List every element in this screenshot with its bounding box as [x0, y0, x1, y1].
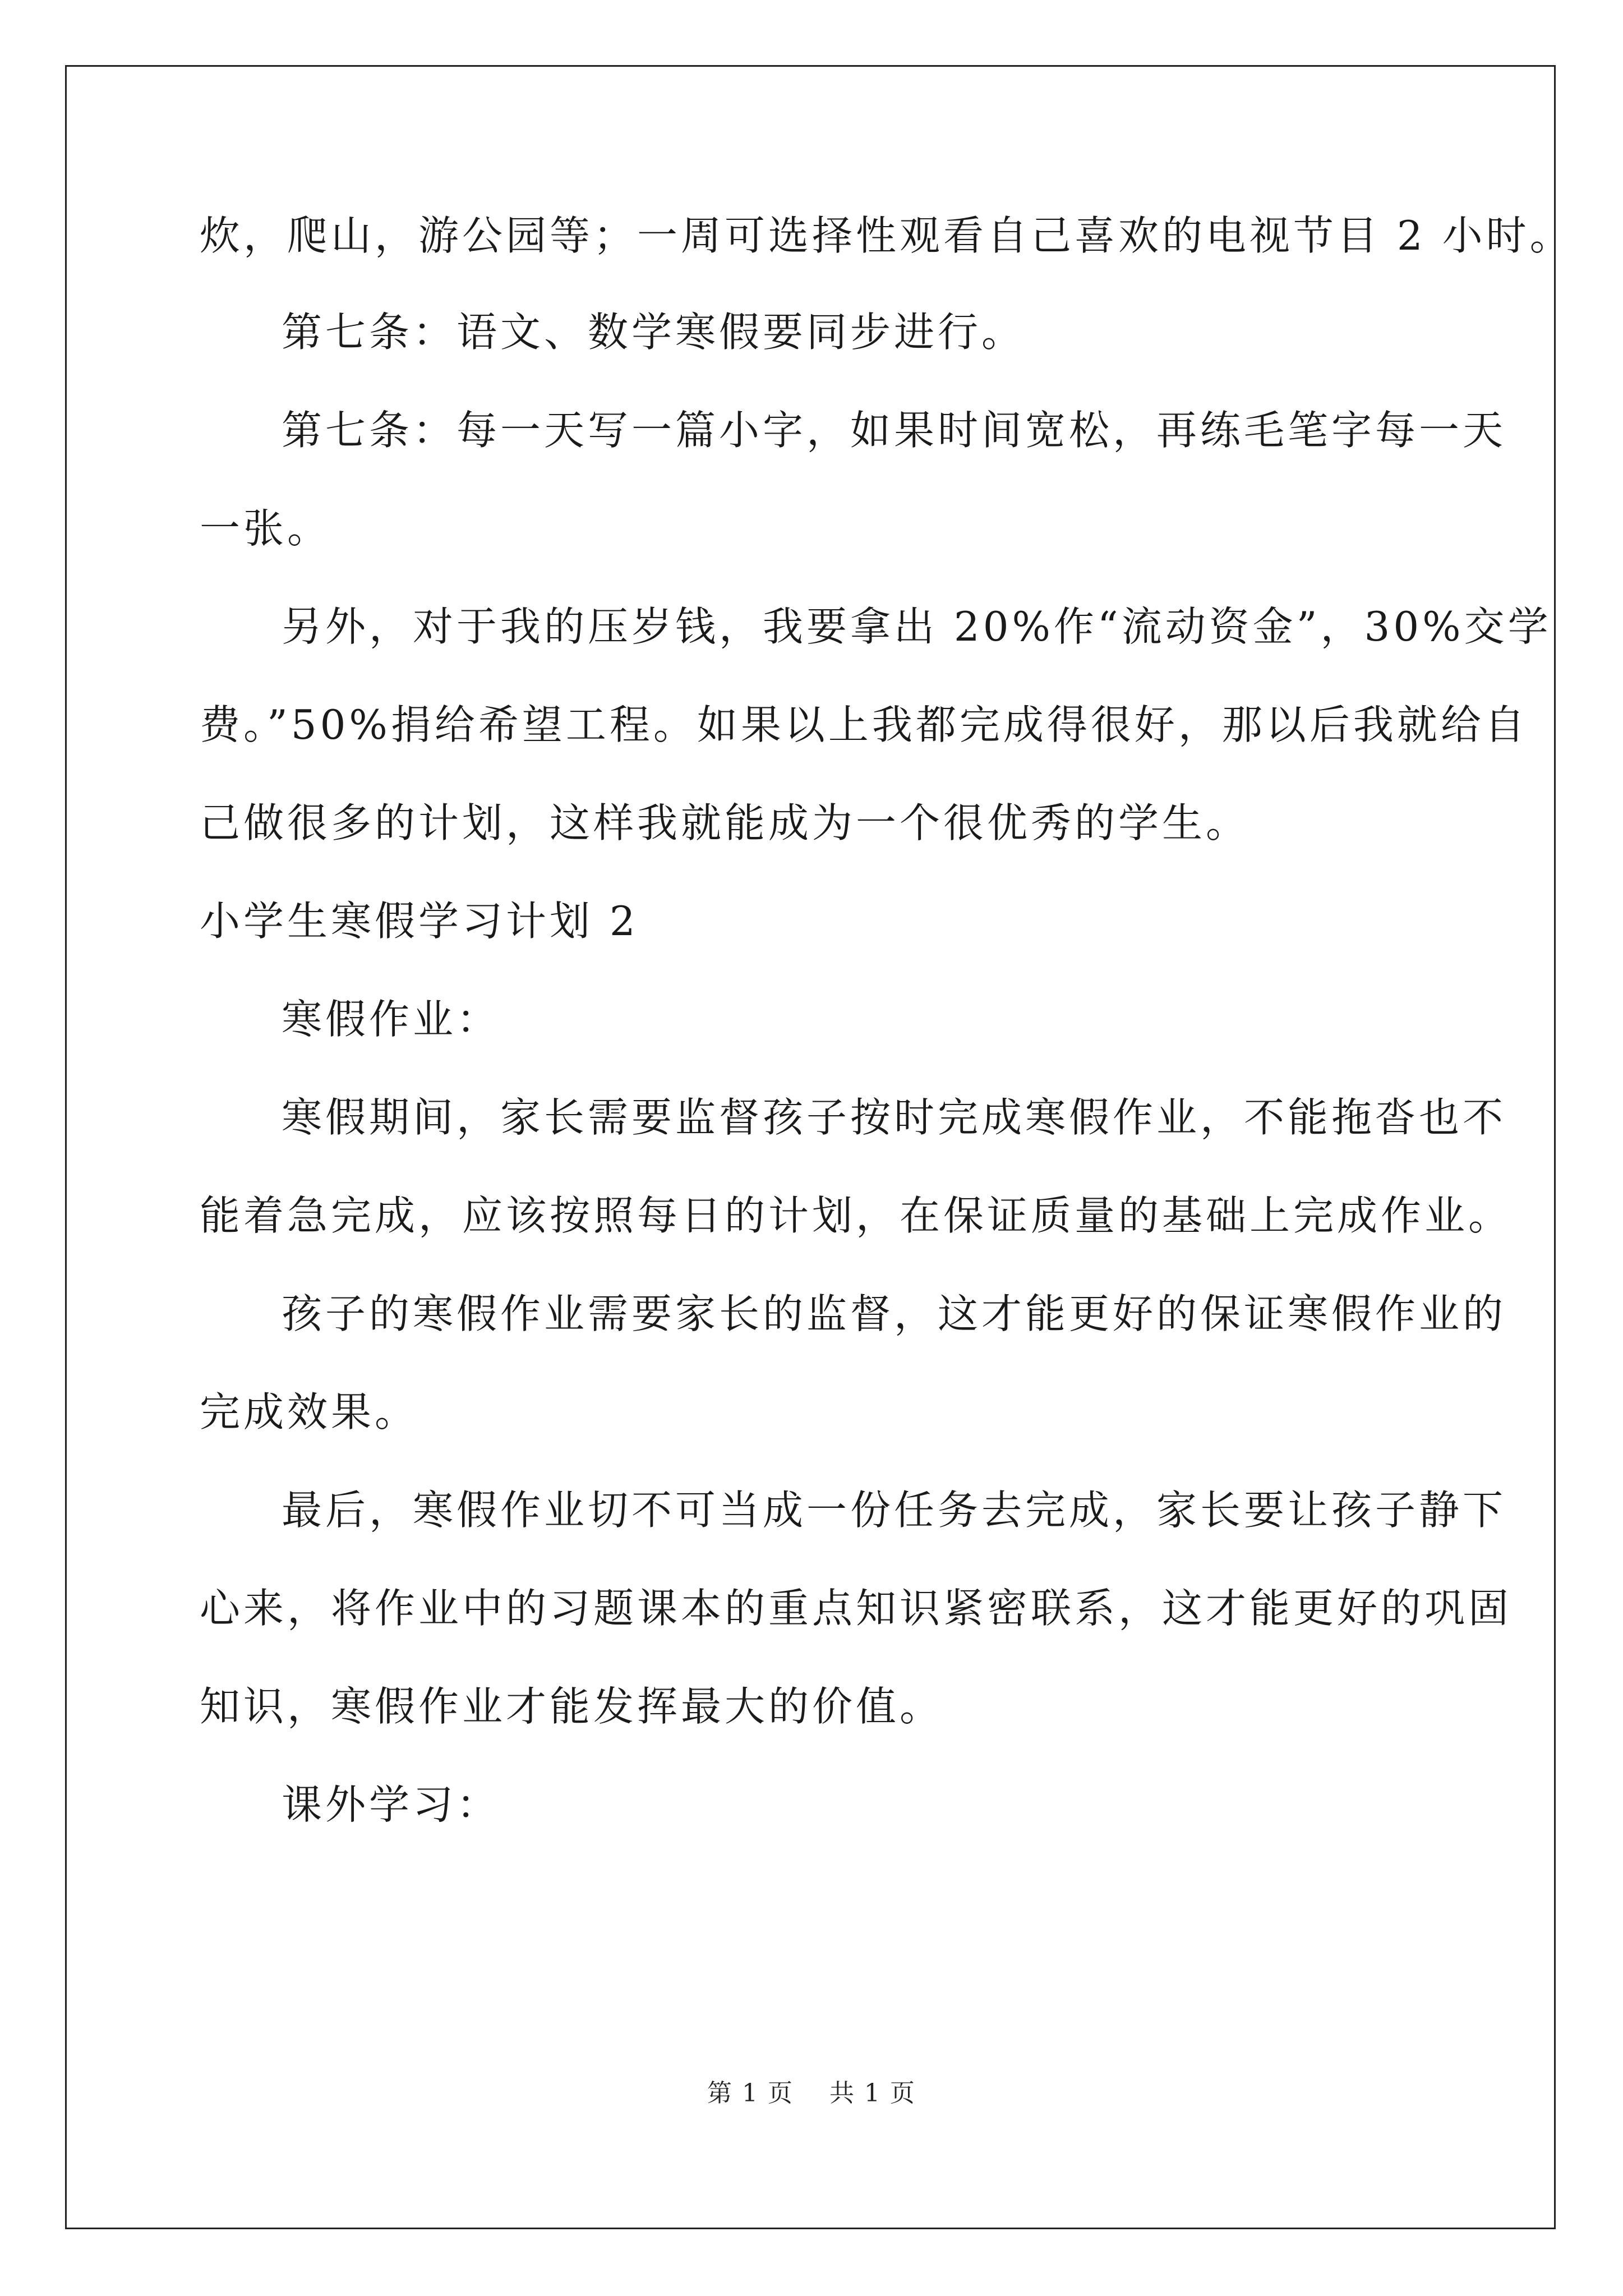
page-footer	[0, 2077, 1623, 2110]
text-line-14: 最后，寒假作业切不可当成一份任务去完成，家长要让孩子静下	[282, 1487, 1507, 1534]
text-line-13: 完成效果。	[200, 1388, 419, 1435]
text-line-3: 第七条：每一天写一篇小字，如果时间宽松，再练毛笔字每一天	[282, 407, 1507, 454]
text-line-1: 炊，爬山，游公园等；一周可选择性观看自己喜欢的电视节目 2 小时。	[200, 212, 1574, 259]
subheading-extracurricular: 课外学习：	[282, 1781, 501, 1828]
text-line-11: 能着急完成，应该按照每日的计划，在保证质量的基础上完成作业。	[200, 1192, 1513, 1239]
section-heading: 小学生寒假学习计划 2	[200, 898, 639, 945]
text-line-10: 寒假期间，家长需要监督孩子按时完成寒假作业，不能拖沓也不	[282, 1094, 1507, 1141]
text-line-2: 第七条：语文、数学寒假要同步进行。	[282, 309, 1026, 356]
page-number: 第 1 页	[707, 2079, 794, 2108]
text-line-7: 己做很多的计划，这样我就能成为一个很优秀的学生。	[200, 799, 1250, 846]
text-line-6: 费。”50%捐给希望工程。如果以上我都完成得很好，那以后我就给自	[200, 701, 1528, 748]
text-line-5: 另外，对于我的压岁钱，我要拿出 20%作“流动资金”，30%交学	[282, 603, 1552, 650]
text-line-4: 一张。	[200, 505, 331, 552]
subheading-winter-homework: 寒假作业：	[282, 996, 501, 1043]
text-line-16: 知识，寒假作业才能发挥最大的价值。	[200, 1683, 944, 1730]
page-frame	[65, 65, 1556, 2229]
text-line-15: 心来，将作业中的习题课本的重点知识紧密联系，这才能更好的巩固	[200, 1585, 1513, 1632]
text-line-12: 孩子的寒假作业需要家长的监督，这才能更好的保证寒假作业的	[282, 1290, 1507, 1337]
page-total: 共 1 页	[829, 2079, 916, 2108]
